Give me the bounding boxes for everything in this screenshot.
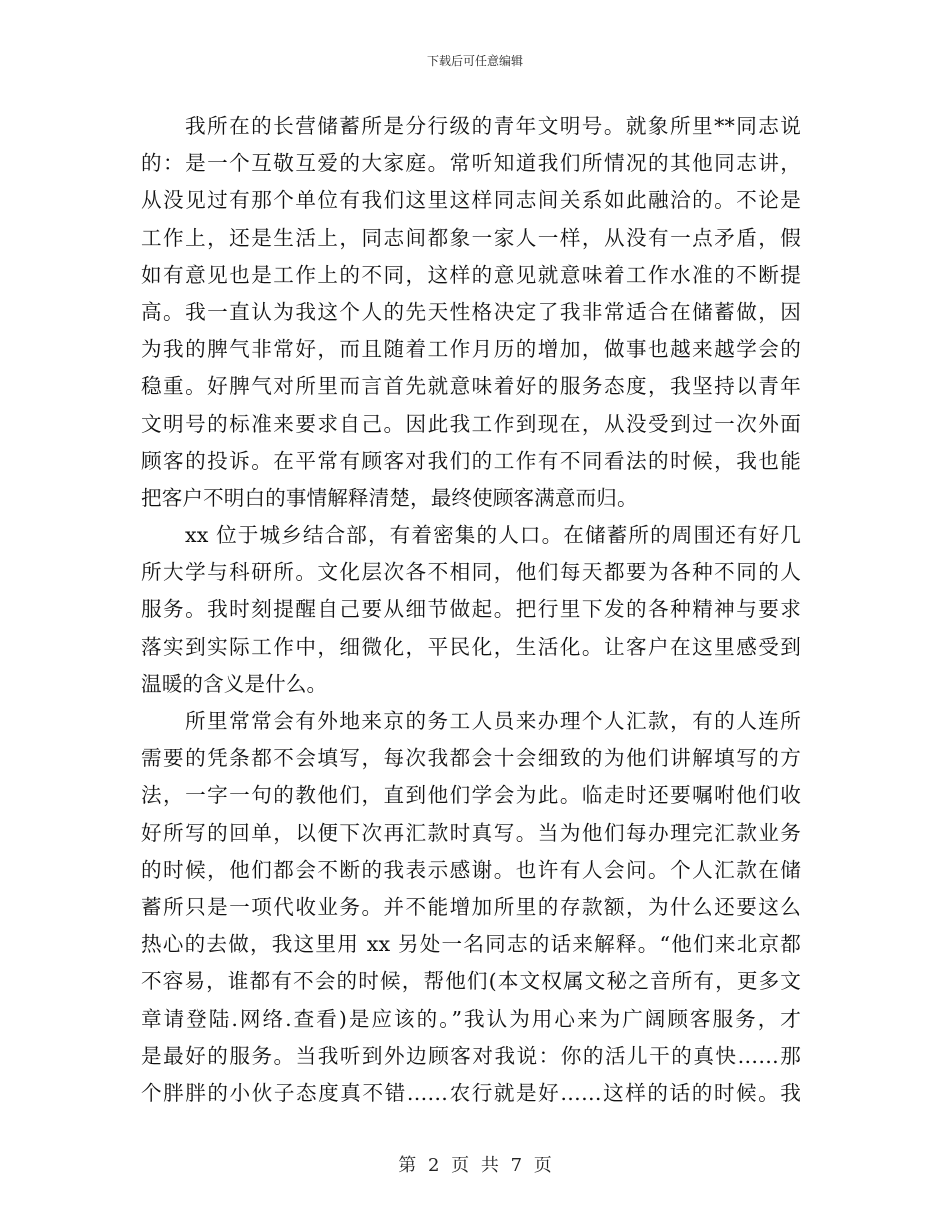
text-line: 的时候，他们都会不断的我表示感谢。也许有人会问。个人汇款在储	[141, 857, 801, 882]
text-line: 温暖的含义是什么。	[141, 671, 328, 696]
text-line: 工作上，还是生活上，同志间都象一家人一样，从没有一点矛盾，假	[141, 225, 801, 250]
text-line: 把客户不明白的事情解释清楚，最终使顾客满意而归。	[141, 485, 638, 510]
text-line: 我所在的长营储蓄所是分行级的青年文明号。就象所里**同志说	[185, 114, 801, 138]
text-line: 如有意见也是工作上的不同，这样的意见就意味着工作水准的不断提	[141, 262, 801, 287]
text-line: xx 位于城乡结合部，有着密集的人口。在储蓄所的周围还有好几	[185, 523, 801, 548]
text-line: 高。我一直认为我这个人的先天性格决定了我非常适合在储蓄做，因	[141, 299, 801, 324]
text-line: 的：是一个互敬互爱的大家庭。常听知道我们所情况的其他同志讲，	[141, 151, 801, 176]
text-line: 蓄所只是一项代收业务。并不能增加所里的存款额，为什么还要这么	[141, 894, 801, 919]
text-line: 是最好的服务。当我听到外边顾客对我说：你的活儿干的真快……那	[141, 1043, 801, 1068]
text-line: 文明号的标准来要求自己。因此我工作到现在，从没受到过一次外面	[141, 411, 801, 436]
text-line: 章请登陆.网络.查看)是应该的。”我认为用心来为广阔顾客服务，才	[141, 1006, 801, 1031]
document-body	[141, 108, 801, 1112]
text-line: 为我的脾气非常好，而且随着工作月历的增加，做事也越来越学会的	[141, 337, 801, 362]
page-number-footer: 第 2 页 共 7 页	[398, 1155, 552, 1176]
text-line: 服务。我时刻提醒自己要从细节做起。把行里下发的各种精神与要求	[141, 597, 801, 622]
text-line: 所大学与科研所。文化层次各不相同，他们每天都要为各种不同的人	[141, 560, 801, 585]
text-line: 热心的去做，我这里用 xx 另处一名同志的话来解释。“他们来北京都	[141, 932, 801, 957]
text-line: 落实到实际工作中，细微化，平民化，生活化。让客户在这里感受到	[141, 634, 801, 659]
text-line: 稳重。好脾气对所里而言首先就意味着好的服务态度，我坚持以青年	[141, 374, 801, 399]
text-line: 法，一字一句的教他们，直到他们学会为此。临走时还要嘱咐他们收	[141, 783, 801, 808]
text-line: 所里常常会有外地来京的务工人员来办理个人汇款，有的人连所	[185, 709, 801, 733]
page-header-note: 下载后可任意编辑	[426, 54, 523, 68]
text-line: 需要的凭条都不会填写，每次我都会十会细致的为他们讲解填写的方	[141, 746, 801, 771]
text-line: 顾客的投诉。在平常有顾客对我们的工作有不同看法的时候，我也能	[141, 448, 801, 473]
text-line: 从没见过有那个单位有我们这里这样同志间关系如此融洽的。不论是	[141, 188, 801, 213]
text-line: 好所写的回单，以便下次再汇款时真写。当为他们每办理完汇款业务	[141, 820, 801, 845]
text-line: 个胖胖的小伙子态度真不错……农行就是好……这样的话的时候。我	[141, 1080, 801, 1105]
text-line: 不容易，谁都有不会的时候，帮他们(本文权属文秘之音所有，更多文	[141, 969, 801, 994]
